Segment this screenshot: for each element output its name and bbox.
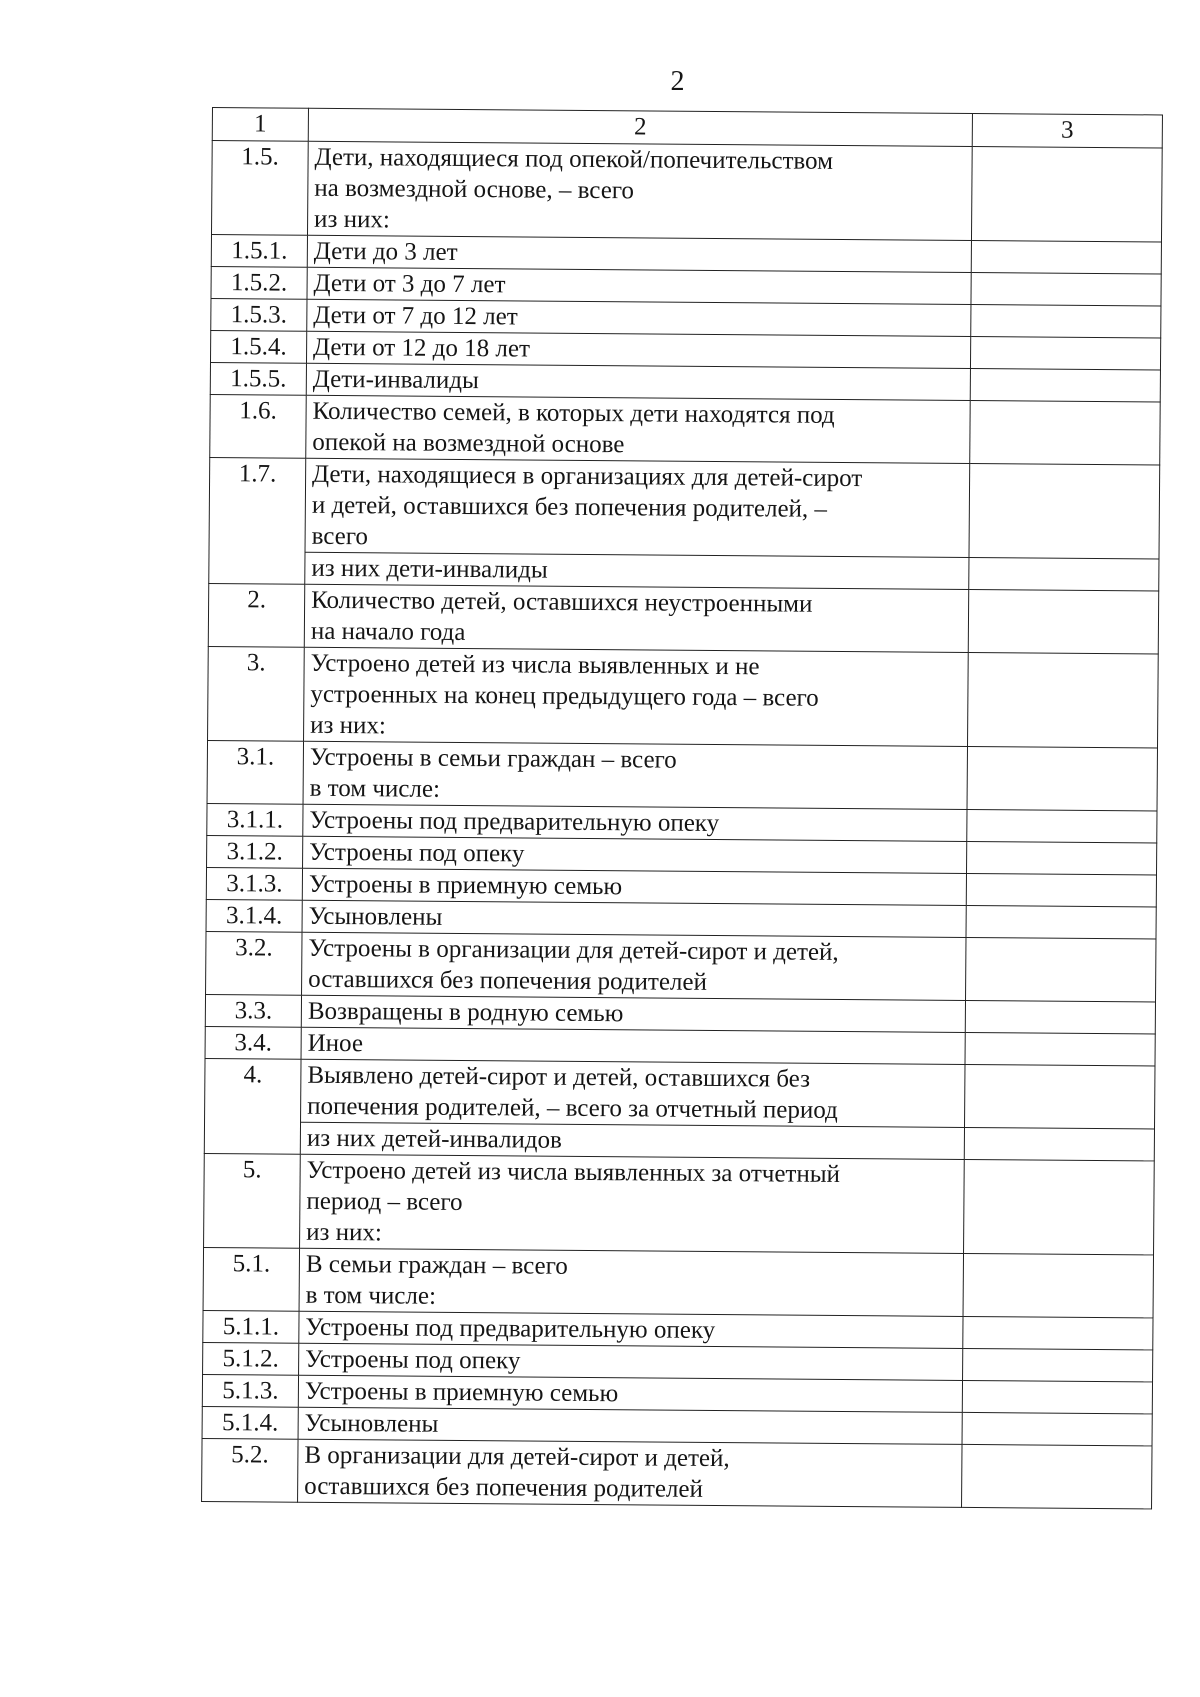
description-line: Устроены в приемную семью bbox=[308, 870, 623, 901]
row-number: 3.1.4. bbox=[206, 899, 302, 932]
description-line: из них детей-инвалидов bbox=[306, 1124, 562, 1154]
value-cell[interactable] bbox=[969, 557, 1159, 590]
row-number: 1.6. bbox=[210, 394, 306, 458]
row-number: 1.5.1. bbox=[211, 235, 307, 268]
row-description bbox=[307, 141, 972, 240]
description-line: период – всего bbox=[306, 1187, 463, 1217]
row-description bbox=[306, 395, 970, 463]
table-body bbox=[202, 108, 1163, 1509]
row-number: 5.1. bbox=[203, 1247, 299, 1311]
description-line: Дети, находящиеся под опекой/попечительством bbox=[314, 143, 834, 175]
row-number: 5.1.4. bbox=[202, 1406, 298, 1439]
row-number: 3.1.1. bbox=[207, 803, 303, 836]
description-line: Устроены под опеку bbox=[305, 1345, 521, 1375]
description-line: из них: bbox=[310, 711, 386, 740]
table-row bbox=[210, 394, 1160, 464]
value-cell[interactable] bbox=[965, 1000, 1155, 1033]
value-cell[interactable] bbox=[965, 1064, 1155, 1128]
description-line: оставшихся без попечения родителей bbox=[304, 1472, 704, 1503]
table-row bbox=[203, 1247, 1153, 1317]
row-description bbox=[300, 1154, 965, 1253]
description-line: Устроены под опеку bbox=[309, 838, 525, 868]
row-description bbox=[303, 836, 967, 873]
description-line: Количество детей, оставшихся неустроенными bbox=[311, 586, 813, 618]
table-row bbox=[211, 141, 1162, 242]
description-line: Иное bbox=[307, 1029, 364, 1058]
row-description bbox=[307, 299, 971, 336]
value-cell[interactable] bbox=[971, 240, 1161, 273]
row-description bbox=[301, 1059, 965, 1127]
value-cell[interactable] bbox=[968, 652, 1159, 747]
description-line: попечения родителей, – всего за отчетный период bbox=[307, 1092, 838, 1124]
description-line: из них: bbox=[306, 1218, 382, 1247]
description-line: Устроены в приемную семью bbox=[304, 1377, 619, 1408]
value-cell[interactable] bbox=[969, 463, 1160, 558]
row-description bbox=[306, 363, 970, 400]
description-line: Устроено детей из числа выявленных за отчетный bbox=[306, 1156, 841, 1188]
row-number: 1.5.5. bbox=[210, 362, 306, 395]
column-header-1: 1 bbox=[212, 108, 308, 142]
table-row bbox=[208, 646, 1159, 747]
row-number: 4. bbox=[204, 1058, 301, 1154]
table-row bbox=[209, 457, 1160, 558]
description-line: в том числе: bbox=[309, 774, 441, 803]
row-description bbox=[302, 900, 966, 937]
description-line: и детей, оставшихся без попечения родителей, – bbox=[311, 491, 828, 523]
description-line: В семьи граждан – всего bbox=[305, 1250, 568, 1280]
value-cell[interactable] bbox=[970, 400, 1160, 464]
description-line: Устроены под предварительную опеку bbox=[309, 806, 720, 838]
description-line: из них дети-инвалиды bbox=[311, 554, 548, 584]
value-cell[interactable] bbox=[971, 304, 1161, 337]
row-number: 3.2. bbox=[206, 931, 302, 995]
description-line: Выявлено детей-сирот и детей, оставшихся без bbox=[307, 1061, 811, 1093]
row-description bbox=[300, 1122, 964, 1159]
description-line: на возмездной основе, – всего bbox=[314, 174, 635, 205]
row-number: 3.1.2. bbox=[207, 835, 303, 868]
row-description bbox=[306, 331, 970, 368]
row-description bbox=[307, 235, 971, 272]
description-line: Возвращены в родную семью bbox=[307, 997, 624, 1028]
description-line: Устроены в семьи граждан – всего bbox=[309, 743, 677, 774]
description-line: В организации для детей-сирот и детей, bbox=[304, 1441, 730, 1473]
description-line: Дети-инвалиды bbox=[312, 365, 479, 395]
value-cell[interactable] bbox=[967, 841, 1157, 874]
description-line: всего bbox=[311, 522, 369, 551]
row-description bbox=[304, 584, 968, 652]
description-line: Устроены под предварительную опеку bbox=[305, 1313, 716, 1344]
row-number: 1.5. bbox=[211, 141, 308, 236]
row-description bbox=[302, 868, 966, 905]
description-line: Дети от 3 до 7 лет bbox=[313, 269, 506, 299]
value-cell[interactable] bbox=[963, 1316, 1153, 1349]
report-table bbox=[201, 107, 1163, 1509]
description-line: Количество семей, в которых дети находятся под bbox=[312, 397, 835, 429]
column-header-2: 2 bbox=[308, 108, 972, 146]
value-cell[interactable] bbox=[971, 146, 1162, 241]
description-line: оставшихся без попечения родителей bbox=[308, 965, 708, 996]
row-description bbox=[307, 267, 971, 304]
table-row bbox=[205, 1058, 1155, 1128]
row-number: 5.1.2. bbox=[203, 1342, 299, 1375]
row-number: 3.1.3. bbox=[206, 867, 302, 900]
page-number: 2 bbox=[670, 66, 685, 97]
row-description bbox=[303, 741, 967, 809]
value-cell[interactable] bbox=[963, 1348, 1153, 1381]
description-line: Дети от 7 до 12 лет bbox=[313, 301, 518, 331]
value-cell[interactable] bbox=[964, 1127, 1154, 1160]
description-line: устроенных на конец предыдущего года – всего bbox=[310, 680, 819, 712]
row-number: 5.1.3. bbox=[202, 1374, 298, 1407]
description-line: Дети от 12 до 18 лет bbox=[313, 333, 531, 363]
description-line: Усыновлены bbox=[308, 902, 443, 931]
row-number: 3.1. bbox=[207, 740, 303, 804]
value-cell[interactable] bbox=[966, 937, 1156, 1001]
value-cell[interactable] bbox=[965, 1032, 1155, 1065]
value-cell[interactable] bbox=[962, 1412, 1152, 1445]
row-number: 3.4. bbox=[205, 1026, 301, 1059]
value-cell[interactable] bbox=[967, 809, 1157, 842]
row-description bbox=[298, 1407, 962, 1444]
row-number: 2. bbox=[208, 583, 304, 647]
value-cell[interactable] bbox=[963, 1253, 1153, 1317]
row-description bbox=[298, 1375, 962, 1412]
row-description bbox=[299, 1311, 963, 1348]
table-row bbox=[204, 1153, 1155, 1254]
value-cell[interactable] bbox=[970, 336, 1160, 369]
row-description bbox=[305, 552, 969, 589]
table-row bbox=[208, 583, 1158, 653]
row-number: 3.3. bbox=[205, 994, 301, 1027]
value-cell[interactable] bbox=[962, 1444, 1152, 1508]
row-description bbox=[302, 932, 966, 1000]
description-line: Устроены в организации для детей-сирот и детей, bbox=[308, 934, 839, 966]
row-number: 1.5.3. bbox=[211, 298, 307, 331]
value-cell[interactable] bbox=[964, 1159, 1155, 1254]
value-cell[interactable] bbox=[968, 589, 1158, 653]
table-row bbox=[202, 1438, 1152, 1508]
row-description bbox=[298, 1439, 962, 1507]
row-description bbox=[301, 1027, 965, 1064]
value-cell[interactable] bbox=[962, 1380, 1152, 1413]
value-cell[interactable] bbox=[971, 272, 1161, 305]
row-description bbox=[305, 458, 970, 557]
value-cell[interactable] bbox=[967, 746, 1157, 810]
description-line: Усыновлены bbox=[304, 1409, 439, 1438]
row-number: 1.5.2. bbox=[211, 266, 307, 299]
row-number: 1.5.4. bbox=[210, 330, 306, 363]
row-number: 5.2. bbox=[202, 1438, 298, 1502]
description-line: опекой на возмездной основе bbox=[312, 428, 625, 459]
value-cell[interactable] bbox=[970, 368, 1160, 401]
row-description bbox=[299, 1248, 963, 1316]
description-line: на начало года bbox=[310, 617, 466, 647]
row-description bbox=[301, 995, 965, 1032]
row-description bbox=[299, 1343, 963, 1380]
value-cell[interactable] bbox=[966, 873, 1156, 906]
row-number: 1.7. bbox=[209, 457, 306, 584]
value-cell[interactable] bbox=[966, 905, 1156, 938]
description-line: Дети до 3 лет bbox=[313, 237, 458, 266]
row-description bbox=[304, 647, 969, 746]
row-number: 5.1.1. bbox=[203, 1310, 299, 1343]
row-description bbox=[303, 804, 967, 841]
description-line: Дети, находящиеся в организациях для детей-сирот bbox=[312, 460, 863, 493]
description-line: из них: bbox=[314, 205, 390, 234]
column-header-3: 3 bbox=[972, 113, 1162, 147]
row-number: 5. bbox=[204, 1153, 301, 1248]
row-number: 3. bbox=[208, 646, 305, 741]
table-row bbox=[207, 740, 1157, 810]
table-row bbox=[206, 931, 1156, 1001]
description-line: Устроено детей из числа выявленных и не bbox=[310, 649, 760, 681]
description-line: в том числе: bbox=[305, 1281, 437, 1310]
